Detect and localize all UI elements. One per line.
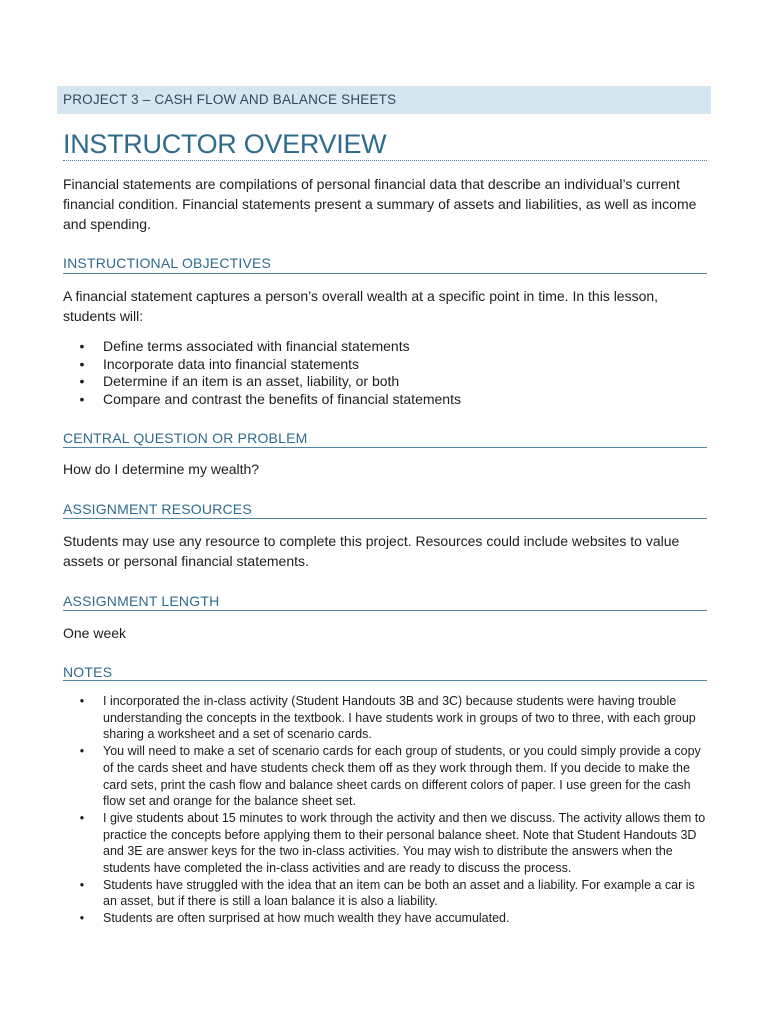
list-item bbox=[63, 373, 707, 391]
list-item-text: You will need to make a set of scenario cards for each group of students, or you could simply provide a copy of the cards sheet and have students check them off as they work through them. If you decide to make the card sets, print the cash flow and balance sheet cards on different colors of paper. I use green for the cash flow set and orange for the balance sheet set. bbox=[103, 744, 701, 809]
central-question-heading-rule bbox=[63, 447, 707, 448]
list-item bbox=[63, 693, 707, 743]
central-question-text: How do I determine my wealth? bbox=[63, 461, 260, 477]
list-item bbox=[63, 877, 707, 910]
bullet-icon: • bbox=[79, 810, 85, 825]
list-item bbox=[63, 743, 707, 810]
page-title: INSTRUCTOR OVERVIEW bbox=[63, 129, 387, 159]
list-item bbox=[63, 338, 707, 356]
list-item-text: Define terms associated with financial statements bbox=[103, 338, 410, 354]
list-item bbox=[63, 356, 707, 374]
project-header-bar: PROJECT 3 – CASH FLOW AND BALANCE SHEETS bbox=[57, 86, 711, 114]
bullet-icon: • bbox=[79, 877, 85, 892]
title-divider bbox=[63, 160, 707, 161]
intro-paragraph: Financial statements are compilations of personal financial data that describe an individual’s current financial condition. Financial statements present a summary of assets and liabilities, as well as income and spending. bbox=[63, 176, 697, 232]
bullet-icon: • bbox=[79, 744, 85, 759]
resources-heading-rule bbox=[63, 518, 707, 519]
objectives-heading-rule bbox=[63, 273, 707, 274]
list-item-text: Determine if an item is an asset, liability, or both bbox=[103, 373, 400, 389]
bullet-icon: • bbox=[79, 390, 85, 407]
notes-heading-rule bbox=[63, 680, 707, 681]
list-item-text: I incorporated the in-class activity (Student Handouts 3B and 3C) because students were having trouble understanding the concepts in the textbook. I have students work in groups of two to three, with each group sharing a worksheet and a set of scenario cards. bbox=[103, 694, 696, 742]
bullet-icon: • bbox=[79, 355, 85, 372]
list-item-text: Compare and contrast the benefits of financial statements bbox=[103, 390, 461, 407]
objectives-lead: A financial statement captures a person’s overall wealth at a specific point in time. In this lesson, students will: bbox=[63, 288, 659, 324]
bullet-icon: • bbox=[79, 911, 85, 926]
length-text: One week bbox=[63, 625, 127, 641]
bullet-icon: • bbox=[79, 373, 85, 389]
notes-heading: NOTES bbox=[63, 664, 113, 680]
list-item-text: Students are often surprised at how much wealth they have accumulated. bbox=[103, 911, 510, 926]
list-item-text: Students have struggled with the idea that an item can be both an asset and a liability. For example a car is an asset, but if there is still a loan balance it is also a liability. bbox=[103, 877, 695, 909]
list-item-text: Incorporate data into financial statements bbox=[103, 355, 360, 372]
resources-text: Students may use any resource to complete this project. Resources could include websites to value assets or personal financial statements. bbox=[63, 533, 680, 569]
bullet-icon: • bbox=[79, 694, 85, 708]
list-item-text: I give students about 15 minutes to work through the activity and then we discuss. The activity allows them to practice the concepts before applying them to their personal balance sheet. Note that Student Handouts 3D and 3E are answer keys for the two in-class activities. You may wish to distribute the answers when the students have completed the in-class activities and are ready to discuss the process. bbox=[103, 810, 706, 876]
notes-list bbox=[63, 693, 707, 927]
length-heading: ASSIGNMENT LENGTH bbox=[63, 593, 220, 609]
bullet-icon: • bbox=[79, 338, 85, 354]
objectives-list bbox=[63, 338, 707, 408]
list-item bbox=[63, 391, 707, 409]
objectives-heading: INSTRUCTIONAL OBJECTIVES bbox=[63, 255, 272, 271]
resources-heading: ASSIGNMENT RESOURCES bbox=[63, 501, 252, 517]
central-question-heading: CENTRAL QUESTION OR PROBLEM bbox=[63, 430, 308, 446]
list-item bbox=[63, 910, 707, 927]
length-heading-rule bbox=[63, 610, 707, 611]
list-item bbox=[63, 810, 707, 877]
